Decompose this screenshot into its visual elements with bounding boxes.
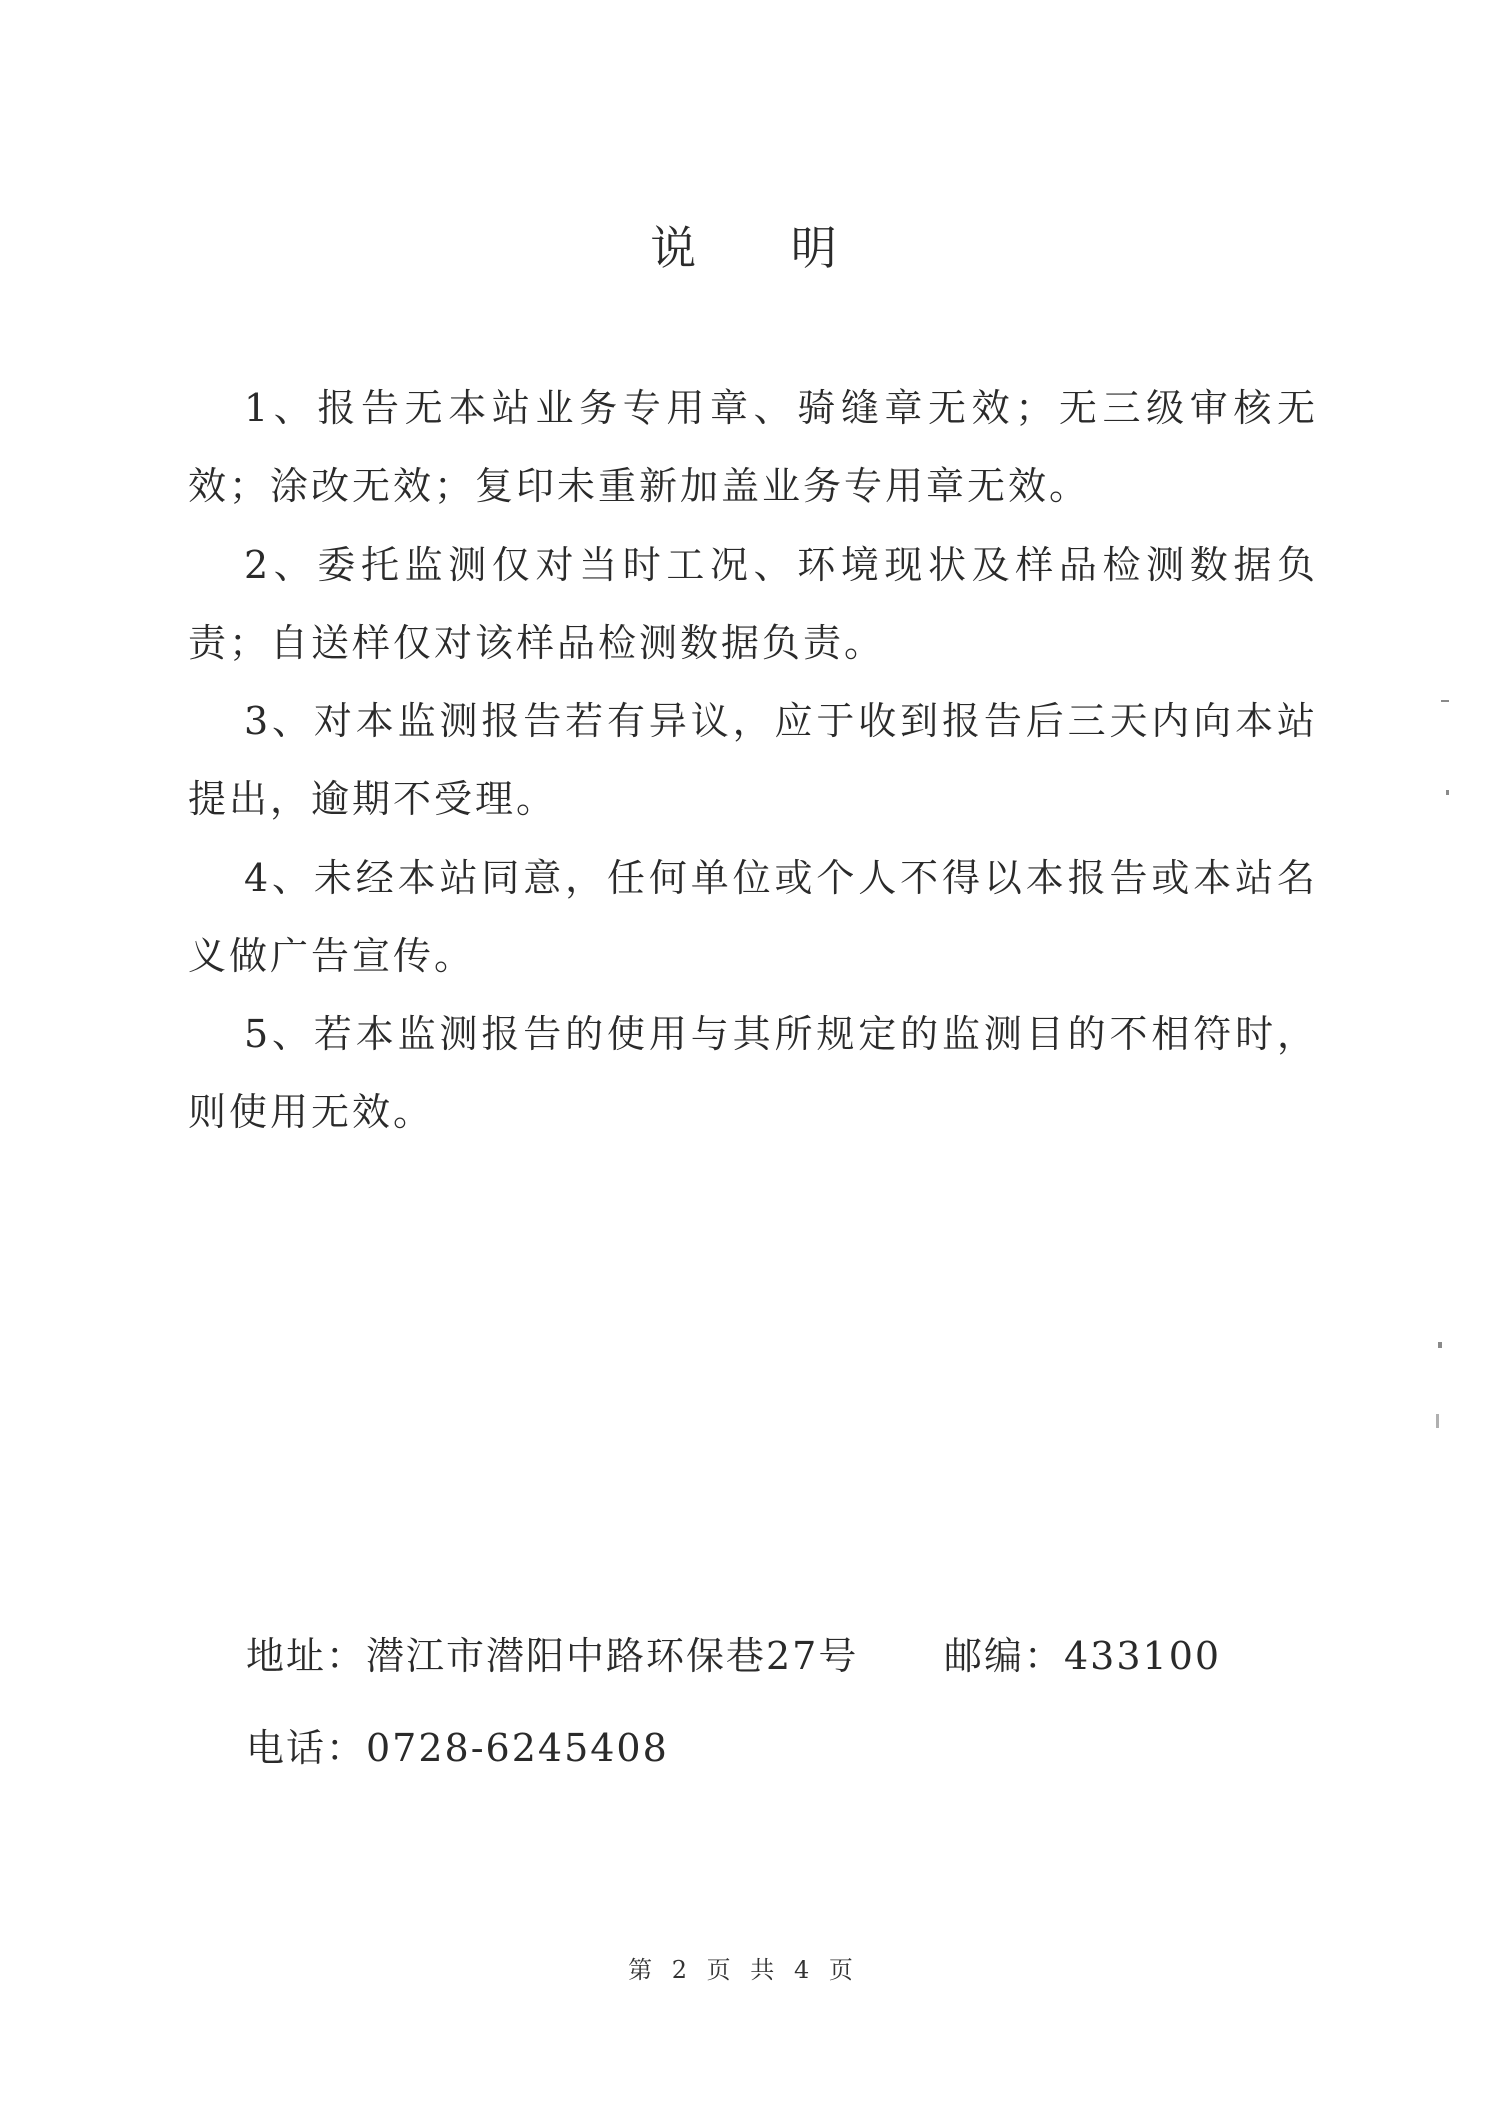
contact-postal-code: 邮编：433100: [944, 1634, 1222, 1678]
notice-paragraph-4: 4、未经本站同意，任何单位或个人不得以本报告或本站名义做广告宣传。: [188, 856, 1318, 978]
scan-artifact: [1441, 700, 1449, 702]
notice-paragraph-3: 3、对本监测报告若有异议，应于收到报告后三天内向本站提出，逾期不受理。: [188, 699, 1318, 821]
notice-paragraph-1: 1、报告无本站业务专用章、骑缝章无效；无三级审核无效；涂改无效；复印未重新加盖业务专用章无效。: [188, 386, 1318, 508]
scan-artifact: [1436, 1414, 1439, 1428]
contact-address: 地址：潜江市潜阳中路环保巷27号: [246, 1634, 859, 1678]
scan-artifact: [1446, 790, 1449, 795]
notice-paragraph-2: 2、委托监测仅对当时工况、环境现状及样品检测数据负责；自送样仅对该样品检测数据负责。: [188, 543, 1318, 665]
notice-paragraph-5: 5、若本监测报告的使用与其所规定的监测目的不相符时，则使用无效。: [188, 1012, 1318, 1134]
contact-phone: 电话：0728-6245408: [246, 1726, 669, 1770]
page-number-footer: 第 2 页 共 4 页: [628, 1956, 859, 1984]
page-title: 说 明: [650, 221, 877, 275]
scan-artifact: [1438, 1342, 1442, 1348]
